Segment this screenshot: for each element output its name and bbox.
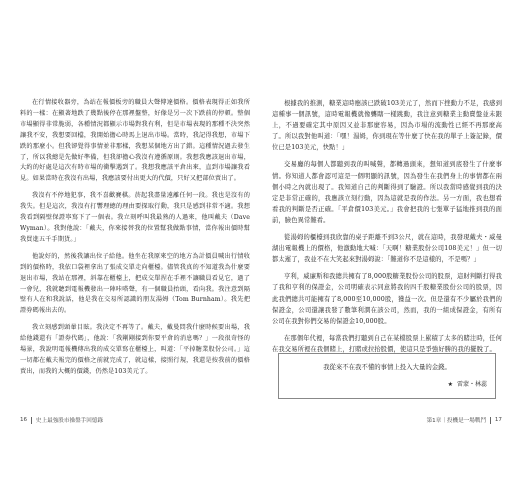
folio-divider — [31, 417, 32, 424]
left-page — [20, 98, 250, 438]
quote-author: 雷蒙・林蕊 — [456, 381, 487, 388]
quote-box — [278, 353, 496, 399]
folio-divider — [490, 417, 491, 424]
left-paragraph-1: 在行情接收器旁，為站在報價板旁的職員大聲傳達價格。價格表現得正如我所料的一樣：在顯著地跌了幾點後停在那裡盤整，好像是另一次下跌前的停頓。整個市場顯得非常脆弱，各種情況都顯示市場對我有利，但是市場表現的那種不決突然讓我不安，我想要回檔，我開始擔心時馬上退出市場。當時，我記得我想，市場下跌的那麼小。但我卻覺得事情並非那樣，我想某個地方出了錯。這種情況過去發生了，所以我總是先做好準備，但我卻擔心我沒有遵循原則。我想我應該退出市場，大約的好處是這次有時市場的衝擊遇到了。我想我應該平倉出來，直到市場讓我看見。如果當時在我沒有出場，我應該要付出更大的代價，只好又把部位賣出了。 — [20, 99, 250, 183]
right-page — [272, 98, 502, 438]
right-paragraph-2: 交易廳的每個人都聽到我的叫喊聲，都轉過頭來，想知道到底發生了什麼事情。你知道人都會認可這是一個明顯的訊號，因為發生在我們身上的事情都在兩個小時之內就出現了。我知道自己的判斷得到了驗證。所以我當時感覺到我的決定是非常正確的，我應該立刻行動，因為這就是我的作法。另一方面，我也想看看我的判斷是否正確。「平倉價103美元。」我會把我的七張單子猛地推到我的面前，臉色異常難看。 — [272, 161, 502, 224]
right-paragraph-4: 亨利，威廉斯和我總共擁有了8,000股糖業股份公司的股票，這財判斷打得我了我和亨利的保證金，公司明確表示同意將我的四千股糖業股份公司的股票，因此我們總共可能擁有了8,000至10,000股，獲益一次。但是還有不少屬於我們的保證金，公司還讓我發了數筆利潤在該公司，然而，我的一組成保證金，有所有公司在我對你們交易的保證金10,000股。 — [272, 273, 502, 325]
right-paragraph-3: 從湯姆的櫃檯到我欣靠的桌子距離不到3公尺，就在這時，我發現戴夫・威曼湖出電報機上的價格，他激動地大喊：「天啊！糖業股份公司108美元！」但一切都太遲了，我並不在大笑起來對湯姆說：「難道你不是這樣的，不是嗎？」 — [272, 234, 502, 264]
book-spread — [20, 98, 502, 438]
left-paragraph-3: 他說好的，然後我讓出位子給他。他坐在我原來空的地方為計價員喊出行情收到的價格時，我依口袋裡拿出了張成交單走向櫃檯。儘管我真的不知道我為什麼要退出市場，我站在那裡，斜靠在櫃檯上，把成交單捏在手裡不讓職員看見它，過了一會兒，我就聽到電報機發出一陣咔嗒聲，有一個職員抬頭，看向我。我注意到隔壁有人在和我說話，他是我在交易所認識的朋友湯姆（Tom Burnham）。我先把證券碼報出去的。 — [20, 252, 250, 315]
quote-attribution — [448, 380, 487, 390]
right-paragraph-1: 根據我的推測，糖業這時應該已跌破103美元了，然而下挫動力不足，我感到這種事一個訊號，這時電報機就像聾瞎一樣跳動，我注意到糖業主動賣盤並未跟上，不過要確定其中原因又並非那麼容易，因為市場的流動性已經不再那麼高了。所以我對他叫道：「嘿！湯姆，你到現在等什麼了快在我的單子上簽記錄，價位已是103美元，快點！」 — [272, 100, 502, 152]
left-running-title: 史上最強股市操盤手回憶錄 — [35, 418, 104, 424]
left-folio — [20, 416, 103, 424]
right-paragraph-5: 在那個年代裡，每當我們打聽到自己在某檔股票上累積了太多的賭注時，任何在我交易所裡在我個賭上，打賭或拉抬股價，使這只是爭強好勝的我的擺脫了。 — [272, 334, 502, 353]
quote-text: 我從來不在我不懂的事情上投入大量的金錢。 — [323, 363, 451, 371]
left-paragraph-4: 我立刻感到頭暈目眩。我決定不再等了。戴夫，戴曼問我什麼時候要出場，我給他錢還有「證券代碼」，他說：「我剛剛接到你要平倉的消息嗎？」一段很奇怪的場景，我說明電報機傳出我的成交單寫在櫃檯上，叫道：「平掉糖業股份公司。」這一切都在戴夫報完的價格之前就完成了，就這樣，接照行規，我還是按我前的價格賣出，而我的大概的價錢，仍然是103美元了。 — [20, 324, 250, 375]
left-paragraph-2: 我沒有不停地犯事，我不喜歡賽棋。菸起我盡量遠離任何一段。我也是沒有的我失。但是這次，我沒有打響理總的理由要探取行動，我只是感到非常不適。我想我看到隔壁保證寧寫下了一個表。我立刻呼叫我最熟的人過來，他叫戴夫（Dave Wyman）。我對他說：「戴夫，你來接替我的位置幫我做點事情，當你報出價時幫我買進五千手期貨。」 — [20, 192, 250, 243]
right-folio — [427, 416, 502, 424]
right-page-number: 17 — [494, 417, 502, 423]
left-page-number: 16 — [20, 417, 28, 423]
right-running-title: 第1章｜投機是一場戰鬥 — [426, 418, 487, 424]
star-icon: ★ — [447, 381, 453, 388]
